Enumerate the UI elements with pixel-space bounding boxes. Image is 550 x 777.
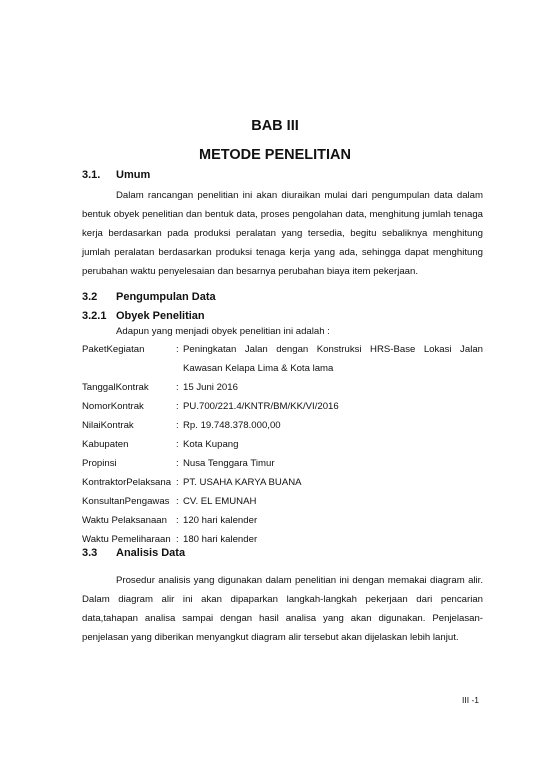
- detail-value: Rp. 19.748.378.000,00: [183, 420, 281, 431]
- section-number: 3.1.: [82, 169, 101, 181]
- detail-value: Peningkatan Jalan dengan Konstruksi HRS-Base Lokasi Jalan Kawasan Kelapa Lima & Kota lama: [183, 344, 483, 374]
- detail-key: NomorKontrak: [82, 401, 144, 412]
- section-heading-3-2-1: [82, 310, 205, 322]
- section-heading-3-2: [82, 291, 216, 303]
- chapter-title: METODE PENELITIAN: [199, 147, 351, 163]
- section-number: 3.2: [82, 291, 98, 303]
- detail-row: NomorKontrak : PU.700/221.4/KNTR/BM/KK/VI/2016: [82, 397, 483, 416]
- object-intro: Adapun yang menjadi obyek penelitian ini adalah :: [116, 326, 330, 337]
- section-heading-3-3: [82, 547, 185, 559]
- section-number: 3.3: [82, 547, 98, 559]
- paragraph-text: Dalam rancangan penelitian ini akan diuraikan mulai dari pengumpulan data dalam bentuk obyek penelitian dan bentuk data, proses pengolahan data, menghitung jumlah tenaga kerja berdasarkan pada produksi peralatan yang tersedia, begitu sebaliknya menghitung jumlah peralatan berdasarkan produksi tenaga kerja yang ada, sehingga dapat menghitung perubahan waktu penyelesaian dan besarnya perubahan biaya item pekerjaan.: [82, 190, 483, 277]
- detail-row: Propinsi : Nusa Tenggara Timur: [82, 454, 483, 473]
- section-3-1-paragraph: [82, 186, 483, 281]
- detail-key: Waktu Pelaksanaan: [82, 515, 167, 526]
- detail-key: Kabupaten: [82, 439, 129, 450]
- detail-value: 120 hari kalender: [183, 515, 258, 526]
- detail-row: TanggalKontrak : 15 Juni 2016: [82, 378, 483, 397]
- detail-row: Kabupaten : Kota Kupang: [82, 435, 483, 454]
- detail-key: PaketKegiatan: [82, 344, 145, 355]
- detail-row: PaketKegiatan : Peningkatan Jalan dengan Konstruksi HRS-Base Lokasi Jalan Kawasan Kelapa Lima & Kota lama: [82, 340, 483, 378]
- project-details-list: [82, 340, 483, 549]
- page-number: III -1: [462, 695, 480, 705]
- detail-key: KontraktorPelaksana: [82, 477, 172, 488]
- detail-key: NilaiKontrak: [82, 420, 134, 431]
- section-number: 3.2.1: [82, 310, 107, 322]
- section-title: Obyek Penelitian: [116, 310, 205, 322]
- chapter-number: BAB III: [251, 118, 299, 134]
- detail-row: KonsultanPengawas : CV. EL EMUNAH: [82, 492, 483, 511]
- section-heading-3-1: [82, 169, 150, 181]
- detail-value: PT. USAHA KARYA BUANA: [183, 477, 302, 488]
- detail-value: 15 Juni 2016: [183, 382, 238, 393]
- detail-key: KonsultanPengawas: [82, 496, 170, 507]
- section-title: Analisis Data: [116, 547, 186, 559]
- detail-value: Nusa Tenggara Timur: [183, 458, 275, 469]
- section-title: Umum: [116, 169, 151, 181]
- section-title: Pengumpulan Data: [116, 291, 216, 303]
- paragraph-text: Prosedur analisis yang digunakan dalam penelitian ini dengan memakai diagram alir. Dalam diagram alir ini akan dipaparkan langkah-langkah pekerjaan dari pencarian data,tahapan analisa sampai dengan hasil analisa yang akan digunakan. Penjelasan-penjelasan yang diberikan menyangkut diagram alir tersebut akan dijelaskan lebih lanjut.: [82, 575, 483, 643]
- detail-value: 180 hari kalender: [183, 534, 258, 545]
- detail-row: Waktu Pemeliharaan : 180 hari kalender: [82, 530, 483, 549]
- detail-key: Waktu Pemeliharaan: [82, 534, 171, 545]
- detail-row: NilaiKontrak : Rp. 19.748.378.000,00: [82, 416, 483, 435]
- detail-key: TanggalKontrak: [82, 382, 149, 393]
- detail-value: CV. EL EMUNAH: [183, 496, 257, 507]
- detail-row: KontraktorPelaksana : PT. USAHA KARYA BUANA: [82, 473, 483, 492]
- detail-row: Waktu Pelaksanaan : 120 hari kalender: [82, 511, 483, 530]
- detail-key: Propinsi: [82, 458, 117, 469]
- detail-value: Kota Kupang: [183, 439, 239, 450]
- detail-value: PU.700/221.4/KNTR/BM/KK/VI/2016: [183, 401, 339, 412]
- section-3-3-paragraph: [82, 571, 483, 647]
